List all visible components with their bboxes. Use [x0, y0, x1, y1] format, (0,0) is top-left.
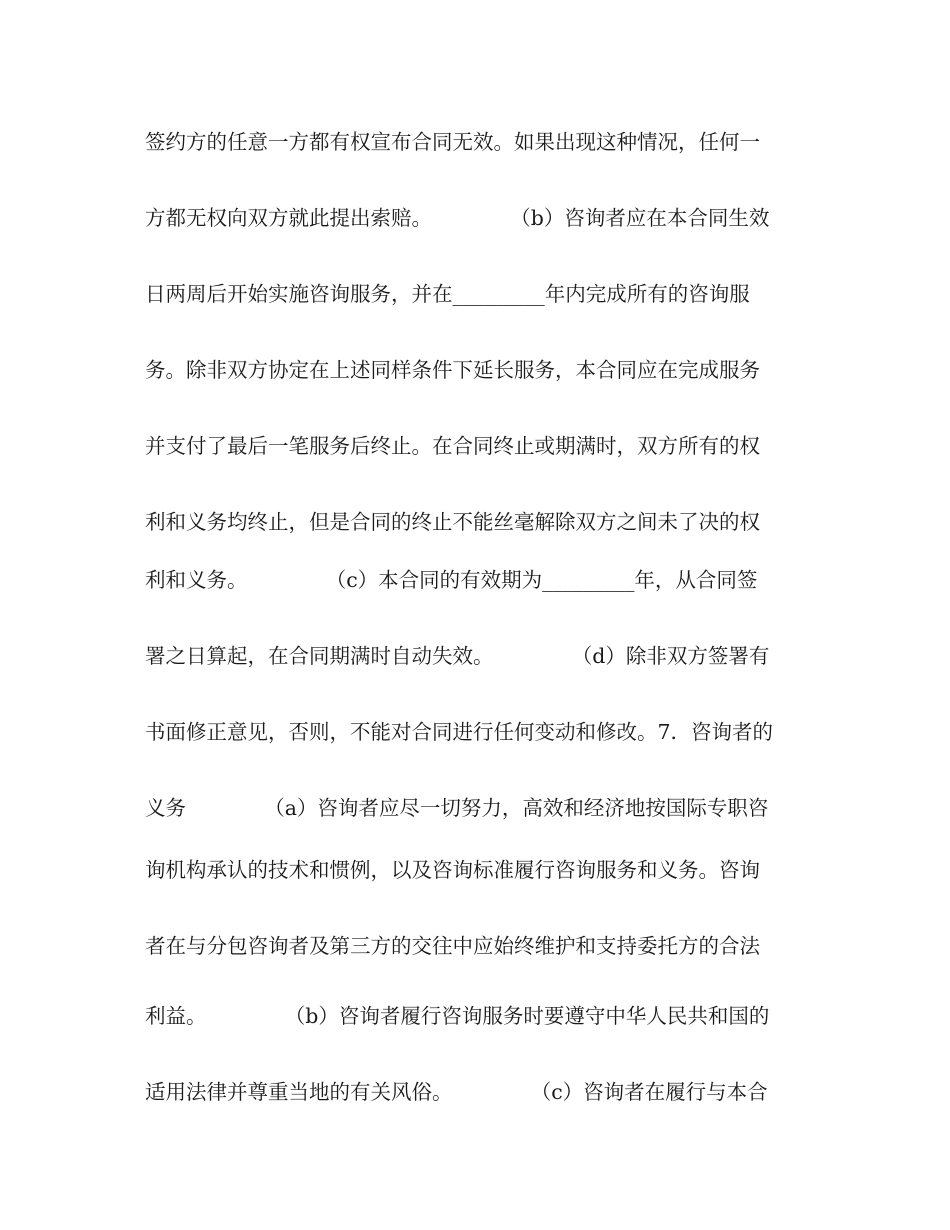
text-line-10: 义务 （a）咨询者应尽一切努力，高效和经济地按国际专职咨 — [145, 796, 769, 820]
text-line-12: 者在与分包咨询者及第三方的交往中应始终维护和支持委托方的合法 — [145, 934, 760, 958]
text-line-8: 署之日算起，在合同期满时自动失效。 （d）除非双方签署有 — [145, 644, 770, 668]
text-line-5: 并支付了最后一笔服务后终止。在合同终止或期满时，双方所有的权 — [145, 434, 760, 458]
text-line-9: 书面修正意见，否则，不能对合同进行任何变动和修改。7．咨询者的 — [145, 720, 774, 744]
text-line-4: 务。除非双方协定在上述同样条件下延长服务，本合同应在完成服务 — [145, 358, 760, 382]
text-line-7: 利和义务。 （c）本合同的有效期为_________年，从合同签 — [145, 568, 758, 592]
text-line-6: 利和义务均终止，但是合同的终止不能丝毫解除双方之间未了决的权 — [145, 510, 760, 534]
text-line-1: 签约方的任意一方都有权宣布合同无效。如果出现这种情况，任何一 — [145, 130, 760, 154]
text-line-13: 利益。 （b）咨询者履行咨询服务时要遵守中华人民共和国的 — [145, 1004, 770, 1028]
text-line-2: 方都无权向双方就此提出索赔。 （b）咨询者应在本合同生效 — [145, 206, 770, 230]
text-line-14: 适用法律并尊重当地的有关风俗。 （c）咨询者在履行与本合 — [145, 1080, 768, 1104]
text-line-3: 日两周后开始实施咨询服务，并在_________年内完成所有的咨询服 — [145, 282, 750, 306]
text-line-11: 询机构承认的技术和惯例，以及咨询标准履行咨询服务和义务。咨询 — [145, 858, 760, 882]
